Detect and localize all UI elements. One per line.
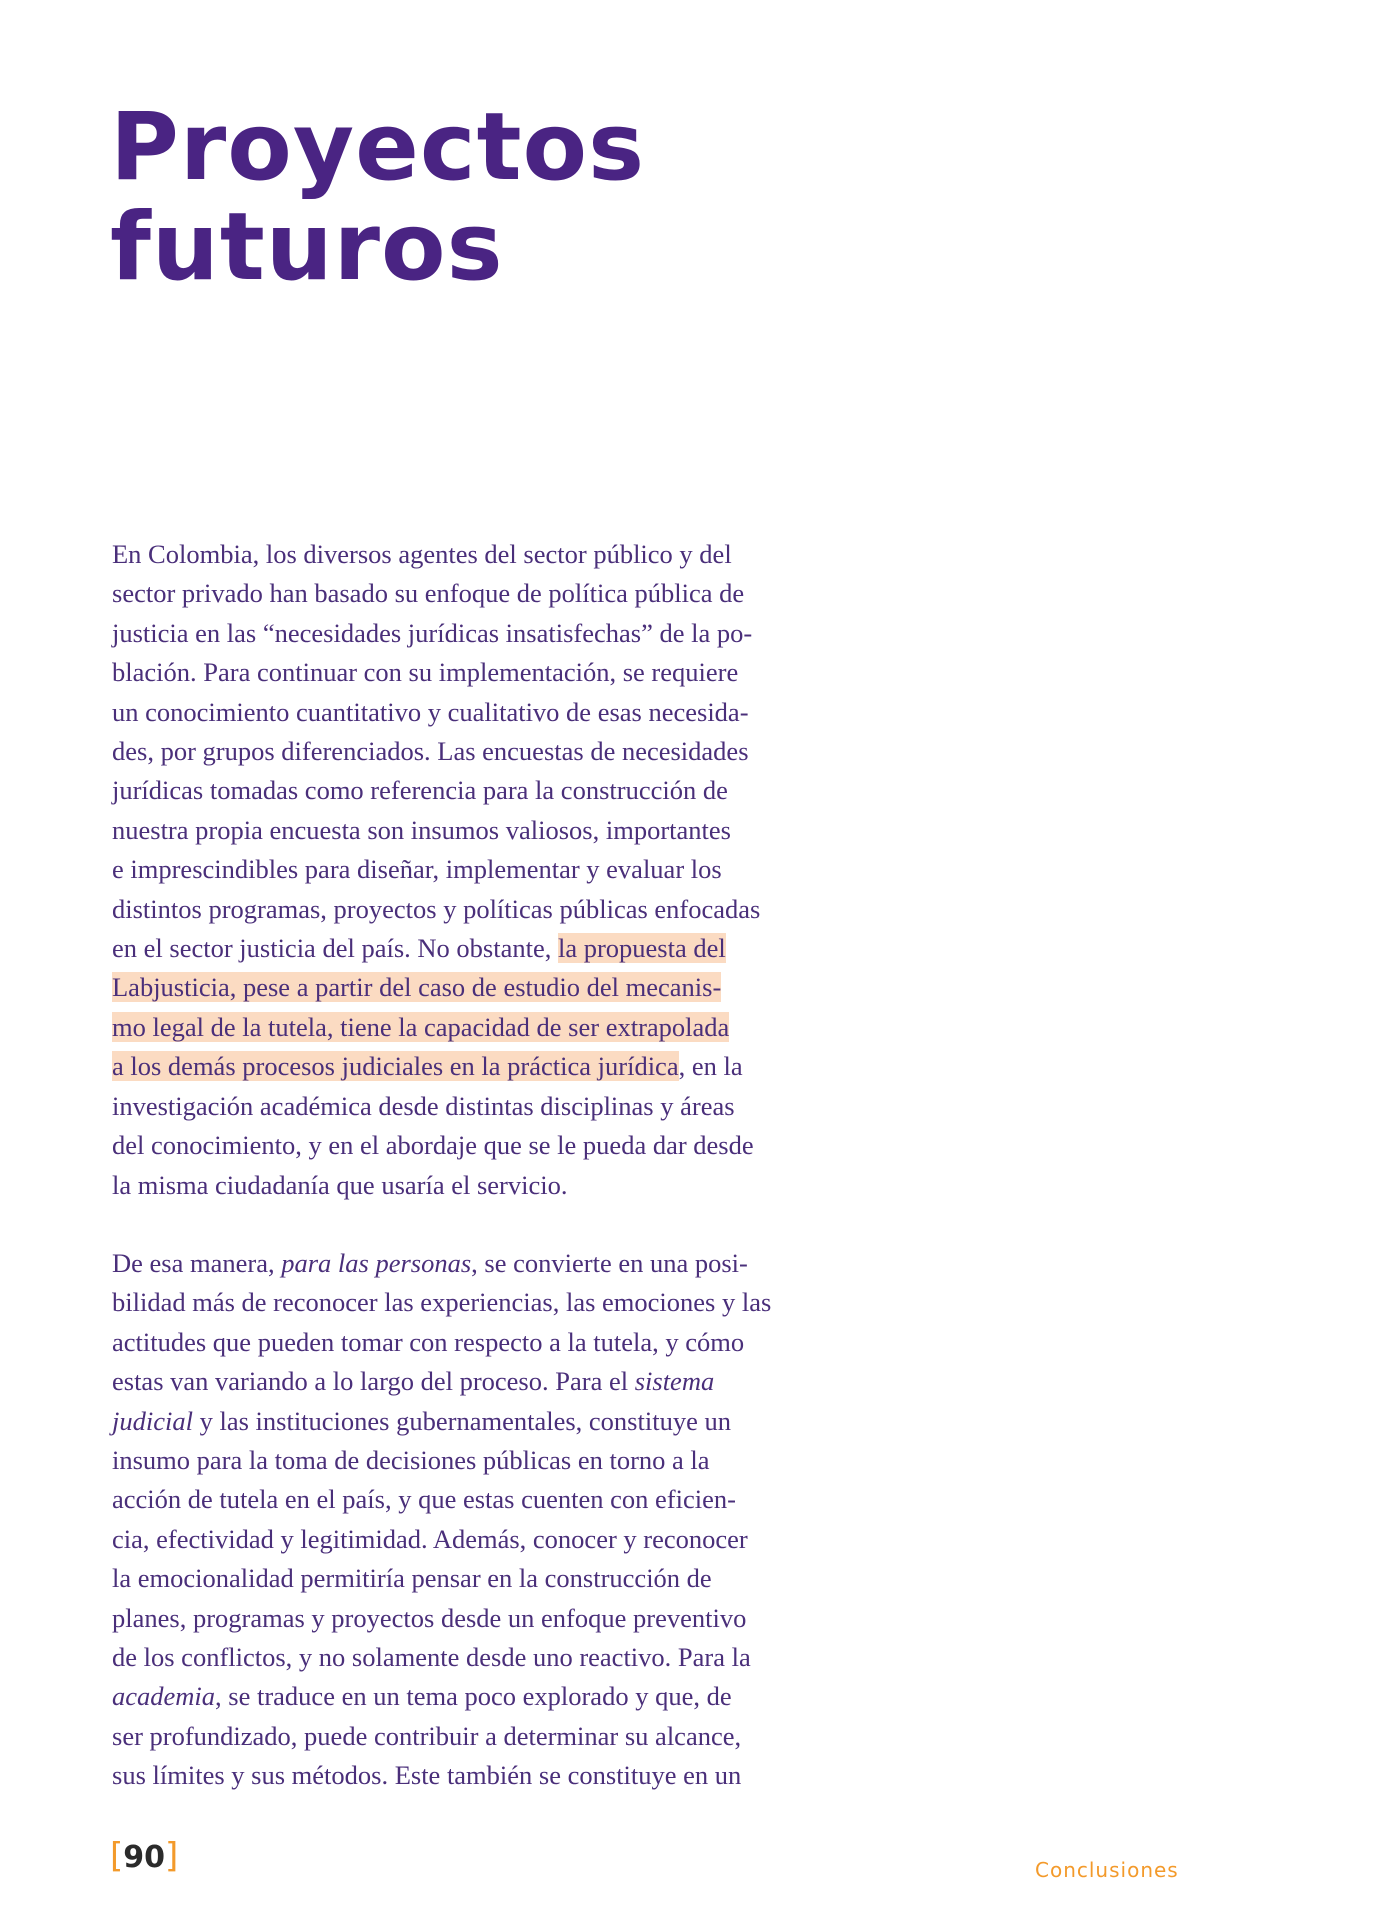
title-line-1: Proyectos	[110, 93, 646, 202]
italic-text: judicial	[112, 1405, 193, 1436]
highlighted-text: a los demás procesos judiciales en la práctica jurídica	[112, 1051, 679, 1082]
italic-text: sistema	[634, 1366, 715, 1397]
text-line: acción de tutela en el país, y que estas cuenten con eficien-	[112, 1484, 736, 1515]
text-line: cia, efectividad y legitimidad. Además, conocer y reconocer	[112, 1523, 748, 1554]
text-line: del conocimiento, y en el abordaje que se le pueda dar desde	[112, 1130, 754, 1161]
text-line: En Colombia, los diversos agentes del sector público y del	[112, 539, 732, 569]
text-line: insumo para la toma de decisiones públicas en torno a la	[112, 1444, 710, 1475]
highlighted-text: mo legal de la tutela, tiene la capacidad de ser extrapolada	[112, 1011, 730, 1042]
text-segment: estas van variando a lo largo del proceso. Para el	[112, 1366, 635, 1397]
text-line: investigación académica desde distintas disciplinas y áreas	[112, 1090, 735, 1121]
highlighted-text: la propuesta del	[557, 933, 726, 964]
text-line: des, por grupos diferenciados. Las encuestas de necesidades	[112, 736, 749, 767]
text-line	[112, 929, 892, 968]
text-line: justicia en las “necesidades jurídicas insatisfechas” de la po-	[112, 617, 753, 648]
text-line	[112, 1008, 892, 1047]
text-line: bilidad más de reconocer las experiencias, las emociones y las	[112, 1287, 772, 1318]
text-line: actitudes que pueden tomar con respecto a la tutela, y cómo	[112, 1326, 745, 1357]
paragraph-2	[112, 1244, 892, 1796]
text-line: la misma ciudadanía que usaría el servicio.	[112, 1169, 568, 1200]
text-line: ser profundizado, puede contribuir a determinar su alcance,	[112, 1720, 742, 1751]
page-number	[110, 1838, 178, 1876]
text-segment: y las instituciones gubernamentales, constituye un	[192, 1405, 731, 1436]
title-line-2: futuros	[110, 193, 504, 302]
paragraph-1	[112, 535, 892, 1205]
page-title	[110, 93, 646, 302]
section-label: Conclusiones	[1035, 1858, 1179, 1882]
text-line: sector privado han basado su enfoque de política pública de	[112, 578, 745, 609]
text-segment: , se convierte en una posi-	[471, 1247, 748, 1278]
text-line	[112, 1244, 892, 1283]
page-number-value: 90	[123, 1840, 166, 1875]
text-line: sus límites y sus métodos. Este también se constituye en un	[112, 1760, 742, 1791]
text-segment: , se traduce en un tema poco explorado y que, de	[215, 1681, 732, 1712]
text-segment: , en la	[678, 1051, 743, 1082]
text-line	[112, 1362, 892, 1401]
text-line: blación. Para continuar con su implementación, se requiere	[112, 657, 739, 688]
text-line: distintos programas, proyectos y políticas públicas enfocadas	[112, 893, 761, 924]
text-line	[112, 968, 892, 1007]
text-segment: en el sector justicia del país. No obstante,	[112, 933, 558, 964]
text-line: nuestra propia encuesta son insumos valiosos, importantes	[112, 814, 731, 845]
bracket-close: ]	[165, 1836, 179, 1876]
text-line	[112, 1677, 892, 1716]
text-line	[112, 1047, 892, 1086]
text-line: un conocimiento cuantitativo y cualitativo de esas necesida-	[112, 696, 749, 727]
text-line: jurídicas tomadas como referencia para la construcción de	[112, 775, 728, 806]
text-line: de los conflictos, y no solamente desde uno reactivo. Para la	[112, 1641, 751, 1672]
text-line: la emocionalidad permitiría pensar en la construcción de	[112, 1563, 712, 1594]
text-line: e imprescindibles para diseñar, implementar y evaluar los	[112, 854, 722, 885]
italic-text: para las personas	[281, 1247, 472, 1278]
body-text	[112, 535, 892, 1796]
text-segment: De esa manera,	[112, 1247, 282, 1278]
highlighted-text: Labjusticia, pese a partir del caso de estudio del mecanis-	[112, 972, 722, 1003]
bracket-open: [	[110, 1836, 124, 1876]
italic-text: academia	[112, 1681, 216, 1712]
text-line	[112, 1402, 892, 1441]
text-line: planes, programas y proyectos desde un enfoque preventivo	[112, 1602, 747, 1633]
